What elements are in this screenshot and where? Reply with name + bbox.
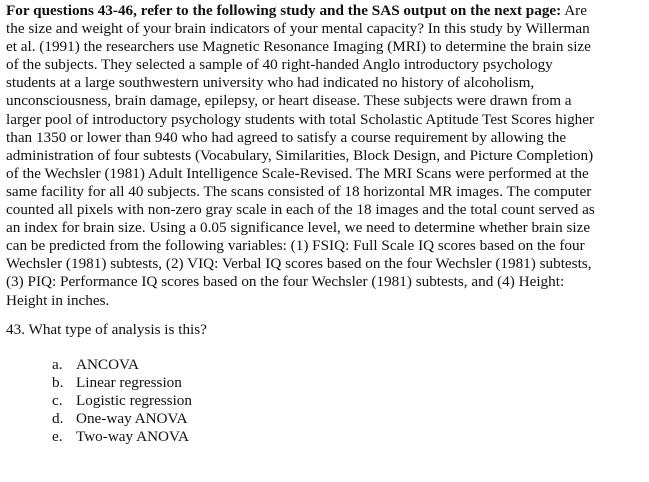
study-intro-heading: For questions 43-46, refer to the following study and the SAS output on the next page: xyxy=(6,2,562,19)
study-line: Wechsler (1981) subtests, (2) VIQ: Verbal IQ scores based on the four Wechsler (1981) subtests, xyxy=(6,255,592,273)
study-line: larger pool of introductory psychology students with total Scholastic Aptitude Test Scores higher xyxy=(6,110,595,128)
option-text: ANCOVA xyxy=(76,355,140,373)
question-43: 43. What type of analysis is this? xyxy=(6,320,207,338)
answer-option-c xyxy=(52,392,646,410)
study-line: of the Wechsler (1981) Adult Intelligence Scale-Revised. The MRI Scans were performed at the xyxy=(6,164,589,182)
study-line: same facility for all 40 subjects. The scans consisted of 18 horizontal MR images. The computer xyxy=(6,182,592,200)
answer-option-a xyxy=(52,356,646,374)
study-line: Are xyxy=(561,2,587,19)
document-page xyxy=(6,2,646,446)
option-text: Logistic regression xyxy=(76,391,192,409)
study-description xyxy=(6,2,646,310)
option-letter: a. xyxy=(52,355,63,373)
option-letter: e. xyxy=(52,428,63,446)
answer-option-d xyxy=(52,410,646,428)
study-line: students at a large southwestern university who had indicated no history of alcoholism, xyxy=(6,74,535,92)
option-text: Linear regression xyxy=(76,373,182,391)
study-line: et al. (1991) the researchers use Magnetic Resonance Imaging (MRI) to determine the brain size xyxy=(6,38,591,56)
study-line: can be predicted from the following variables: (1) FSIQ: Full Scale IQ scores based on the four xyxy=(6,237,585,255)
answer-options xyxy=(6,356,646,446)
answer-option-e xyxy=(52,428,646,446)
study-line: unconsciousness, brain damage, epilepsy, or heart disease. These subjects were drawn from a xyxy=(6,92,572,110)
study-line: the size and weight of your brain indicators of your mental capacity? In this study by Willerman xyxy=(6,20,590,38)
study-line: Height in inches. xyxy=(6,291,110,309)
study-line: (3) PIQ: Performance IQ scores based on the four Wechsler (1981) subtests, and (4) Height: xyxy=(6,273,565,291)
option-letter: c. xyxy=(52,391,63,409)
study-line: counted all pixels with non-zero gray scale in each of the 18 images and the total count served as xyxy=(6,201,595,219)
option-text: One-way ANOVA xyxy=(76,409,188,427)
option-letter: b. xyxy=(52,373,64,391)
study-line: of the subjects. They selected a sample of 40 right-handed Anglo introductory psychology xyxy=(6,56,553,74)
study-line: than 1350 or lower than 940 who had agreed to satisfy a course requirement by allowing the xyxy=(6,128,567,146)
study-line: administration of four subtests (Vocabulary, Similarities, Block Design, and Picture Completion) xyxy=(6,146,594,164)
option-letter: d. xyxy=(52,409,64,427)
option-text: Two-way ANOVA xyxy=(76,428,189,446)
answer-option-b xyxy=(52,374,646,392)
study-line: an index for brain size. Using a 0.05 significance level, we need to determine whether brain size xyxy=(6,219,591,237)
